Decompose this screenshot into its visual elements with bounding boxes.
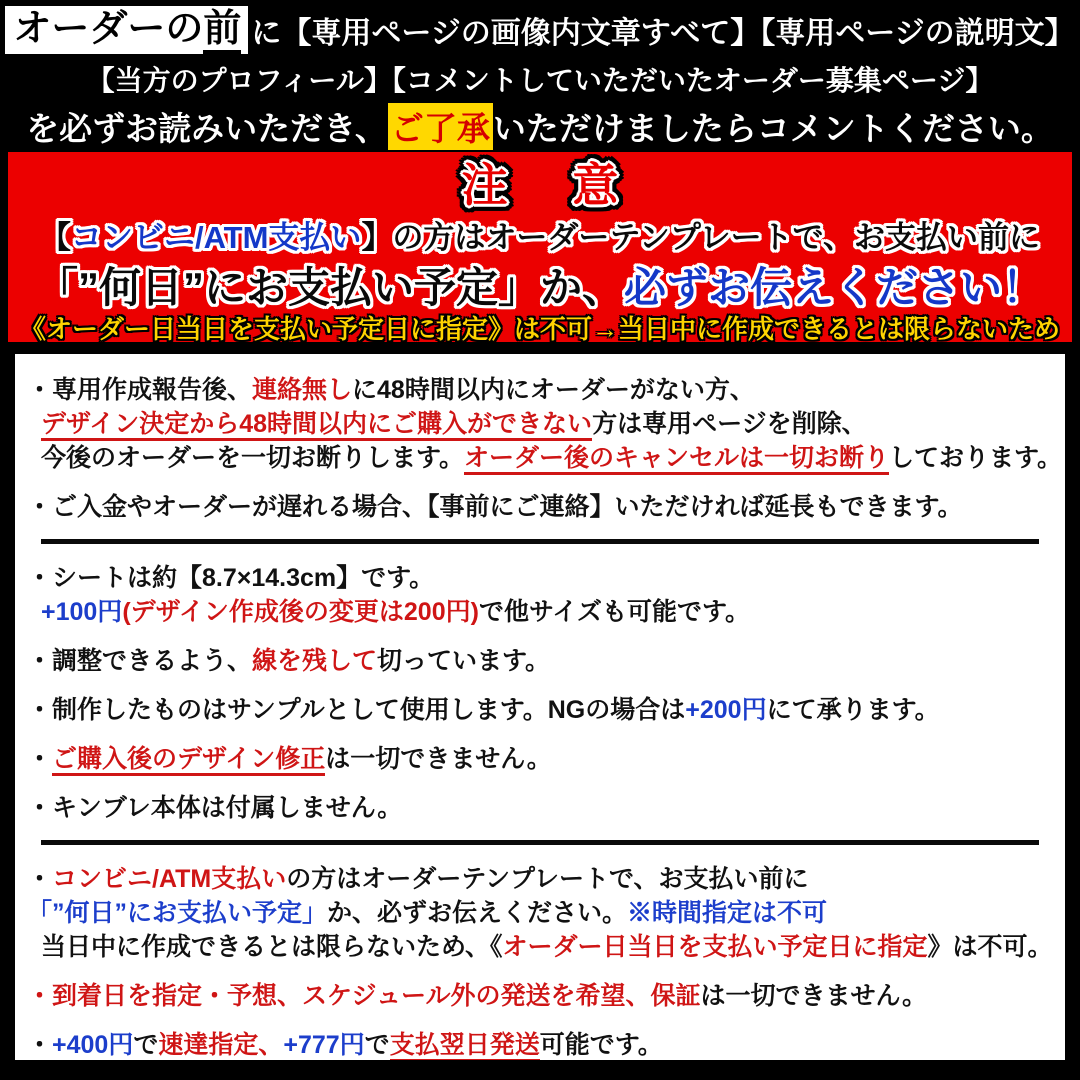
text-run: オーダー後のキャンセルは一切お断り — [464, 444, 889, 475]
text-run: 支払翌日発送 — [390, 1031, 540, 1060]
text-run: ・調整できるよう、 — [27, 647, 253, 675]
rule-item — [27, 791, 1053, 825]
text-run: 必ずお伝えください！ — [624, 264, 1045, 311]
text-run: +200円 — [685, 696, 767, 724]
top-line-2-text: 【当方のプロフィール】【コメントしていただいたオーダー募集ページ】 — [86, 65, 994, 96]
rules-section — [27, 849, 1053, 1060]
text-run: 切っています。 — [377, 647, 551, 675]
caution-line-1 — [8, 216, 1072, 260]
text-run: コンビニ/ATM支払い — [70, 220, 362, 255]
text-run: 】の方はオーダーテンプレートで、お支払い前に — [361, 220, 1041, 255]
caution-line-2 — [8, 260, 1072, 315]
text-run: 可能です。 — [539, 1031, 663, 1059]
text-run: 連絡無し — [252, 376, 353, 404]
text-run: ・ — [27, 1031, 53, 1059]
text-run: ・専用作成報告後、 — [27, 376, 253, 404]
text-run: 線を残して — [252, 647, 378, 675]
rule-item — [27, 862, 1053, 964]
text-run: 到着日を指定・予想、スケジュール外の発送を希望、保証 — [52, 982, 701, 1010]
text-run: 今後のオーダーを一切お断りします。 — [41, 444, 465, 472]
rule-item — [27, 693, 1053, 727]
text-run: 速達指定、 — [158, 1031, 284, 1059]
section-divider — [41, 840, 1039, 845]
text-run: +400円 — [52, 1031, 134, 1059]
caution-title: 注 意 — [461, 159, 645, 211]
rule-line — [27, 896, 1053, 930]
highlight-underlined-text: 前 — [203, 8, 241, 55]
text-run: オーダー日当日を支払い予定日に指定 — [502, 933, 928, 961]
consent-highlight: ご了承 — [388, 103, 493, 150]
rule-item — [27, 561, 1053, 629]
text-run: 当日中に作成できるとは限らないため、《 — [41, 933, 503, 961]
text-run: にて承ります。 — [766, 696, 940, 724]
text-run: ・キンブレ本体は付属しません。 — [27, 794, 403, 822]
text-run: 「”何日”にお支払い予定」 — [27, 899, 328, 927]
top-line-1-rest: に【専用ページの画像内文章すべて】【専用ページの説明文】 — [251, 17, 1075, 50]
text-run: 》は不可。 — [927, 933, 1053, 961]
rule-line — [27, 595, 1053, 629]
text-run: ※時間指定は不可 — [627, 899, 828, 927]
text-run: デザイン決定から48時間以内にご購入ができない — [41, 410, 592, 441]
text-run: か、必ずお伝えください。 — [327, 899, 628, 927]
rule-line — [27, 791, 1053, 825]
top-line-3-before: を必ずお読みいただき、 — [26, 109, 388, 147]
rule-item — [27, 644, 1053, 678]
rule-line — [27, 490, 1053, 524]
top-notice-line-2 — [0, 56, 1080, 102]
rule-line — [27, 862, 1053, 896]
top-notice — [0, 0, 1080, 152]
rule-line — [27, 693, 1053, 727]
rule-item — [27, 490, 1053, 524]
rule-line — [27, 441, 1063, 475]
text-run: で — [133, 1031, 159, 1059]
rule-line — [27, 1028, 1053, 1060]
text-run: ・ — [27, 982, 53, 1010]
text-run: ・ — [27, 865, 53, 893]
rules-box — [15, 354, 1065, 1060]
rule-line — [27, 561, 1053, 595]
rule-line — [27, 407, 1053, 441]
rule-line — [27, 742, 1053, 776]
rule-item — [27, 742, 1053, 776]
text-run: は一切できません。 — [325, 745, 552, 773]
text-run: ・シートは約【8.7×14.3cm】です。 — [27, 564, 435, 592]
top-line-3-after: いただけましたらコメントください。 — [492, 109, 1054, 147]
text-run: 【 — [39, 220, 71, 255]
text-run: +777円 — [283, 1031, 365, 1059]
section-divider — [41, 539, 1039, 544]
rule-line — [27, 930, 1053, 964]
order-before-highlight — [5, 6, 248, 54]
caution-banner — [8, 152, 1072, 342]
rule-line — [27, 373, 1053, 407]
caution-footnote: 《オーダー日当日を支払い予定日に指定》は不可→当日中に作成できるとは限らないため — [19, 314, 1060, 344]
highlight-text: オーダーの — [13, 8, 204, 50]
text-run: ・ご入金やオーダーが遅れる場合、【事前にご連絡】いただければ延長もできます。 — [27, 493, 963, 521]
rule-line — [27, 644, 1053, 678]
text-run: は一切できません。 — [700, 982, 928, 1010]
text-run: で — [364, 1031, 390, 1059]
rule-item — [27, 979, 1053, 1013]
text-run: 方は専用ページを削除、 — [592, 410, 867, 438]
rules-section — [27, 548, 1053, 825]
top-notice-line-1 — [0, 4, 1080, 56]
rule-item — [27, 373, 1063, 475]
rules-section — [27, 360, 1063, 524]
text-run: の方はオーダーテンプレートで、お支払い前に — [286, 865, 809, 893]
text-run: 「”何日”にお支払い予定」か、 — [35, 264, 624, 311]
text-run: (デザイン作成後の変更は200円) — [122, 598, 479, 626]
text-run: ・制作したものはサンプルとして使用します。NGの場合は — [27, 696, 686, 724]
text-run: +100円 — [41, 598, 123, 626]
text-run: コンビニ/ATM支払い — [52, 865, 287, 893]
text-run: ・ — [27, 745, 53, 773]
rule-line — [27, 979, 1053, 1013]
text-run: で他サイズも可能です。 — [478, 598, 750, 626]
rule-item — [27, 1028, 1053, 1060]
top-notice-line-3 — [0, 102, 1080, 150]
text-run: しております。 — [889, 444, 1063, 472]
text-run: ご購入後のデザイン修正 — [52, 745, 325, 776]
text-run: に48時間以内にオーダーがない方、 — [352, 376, 755, 404]
